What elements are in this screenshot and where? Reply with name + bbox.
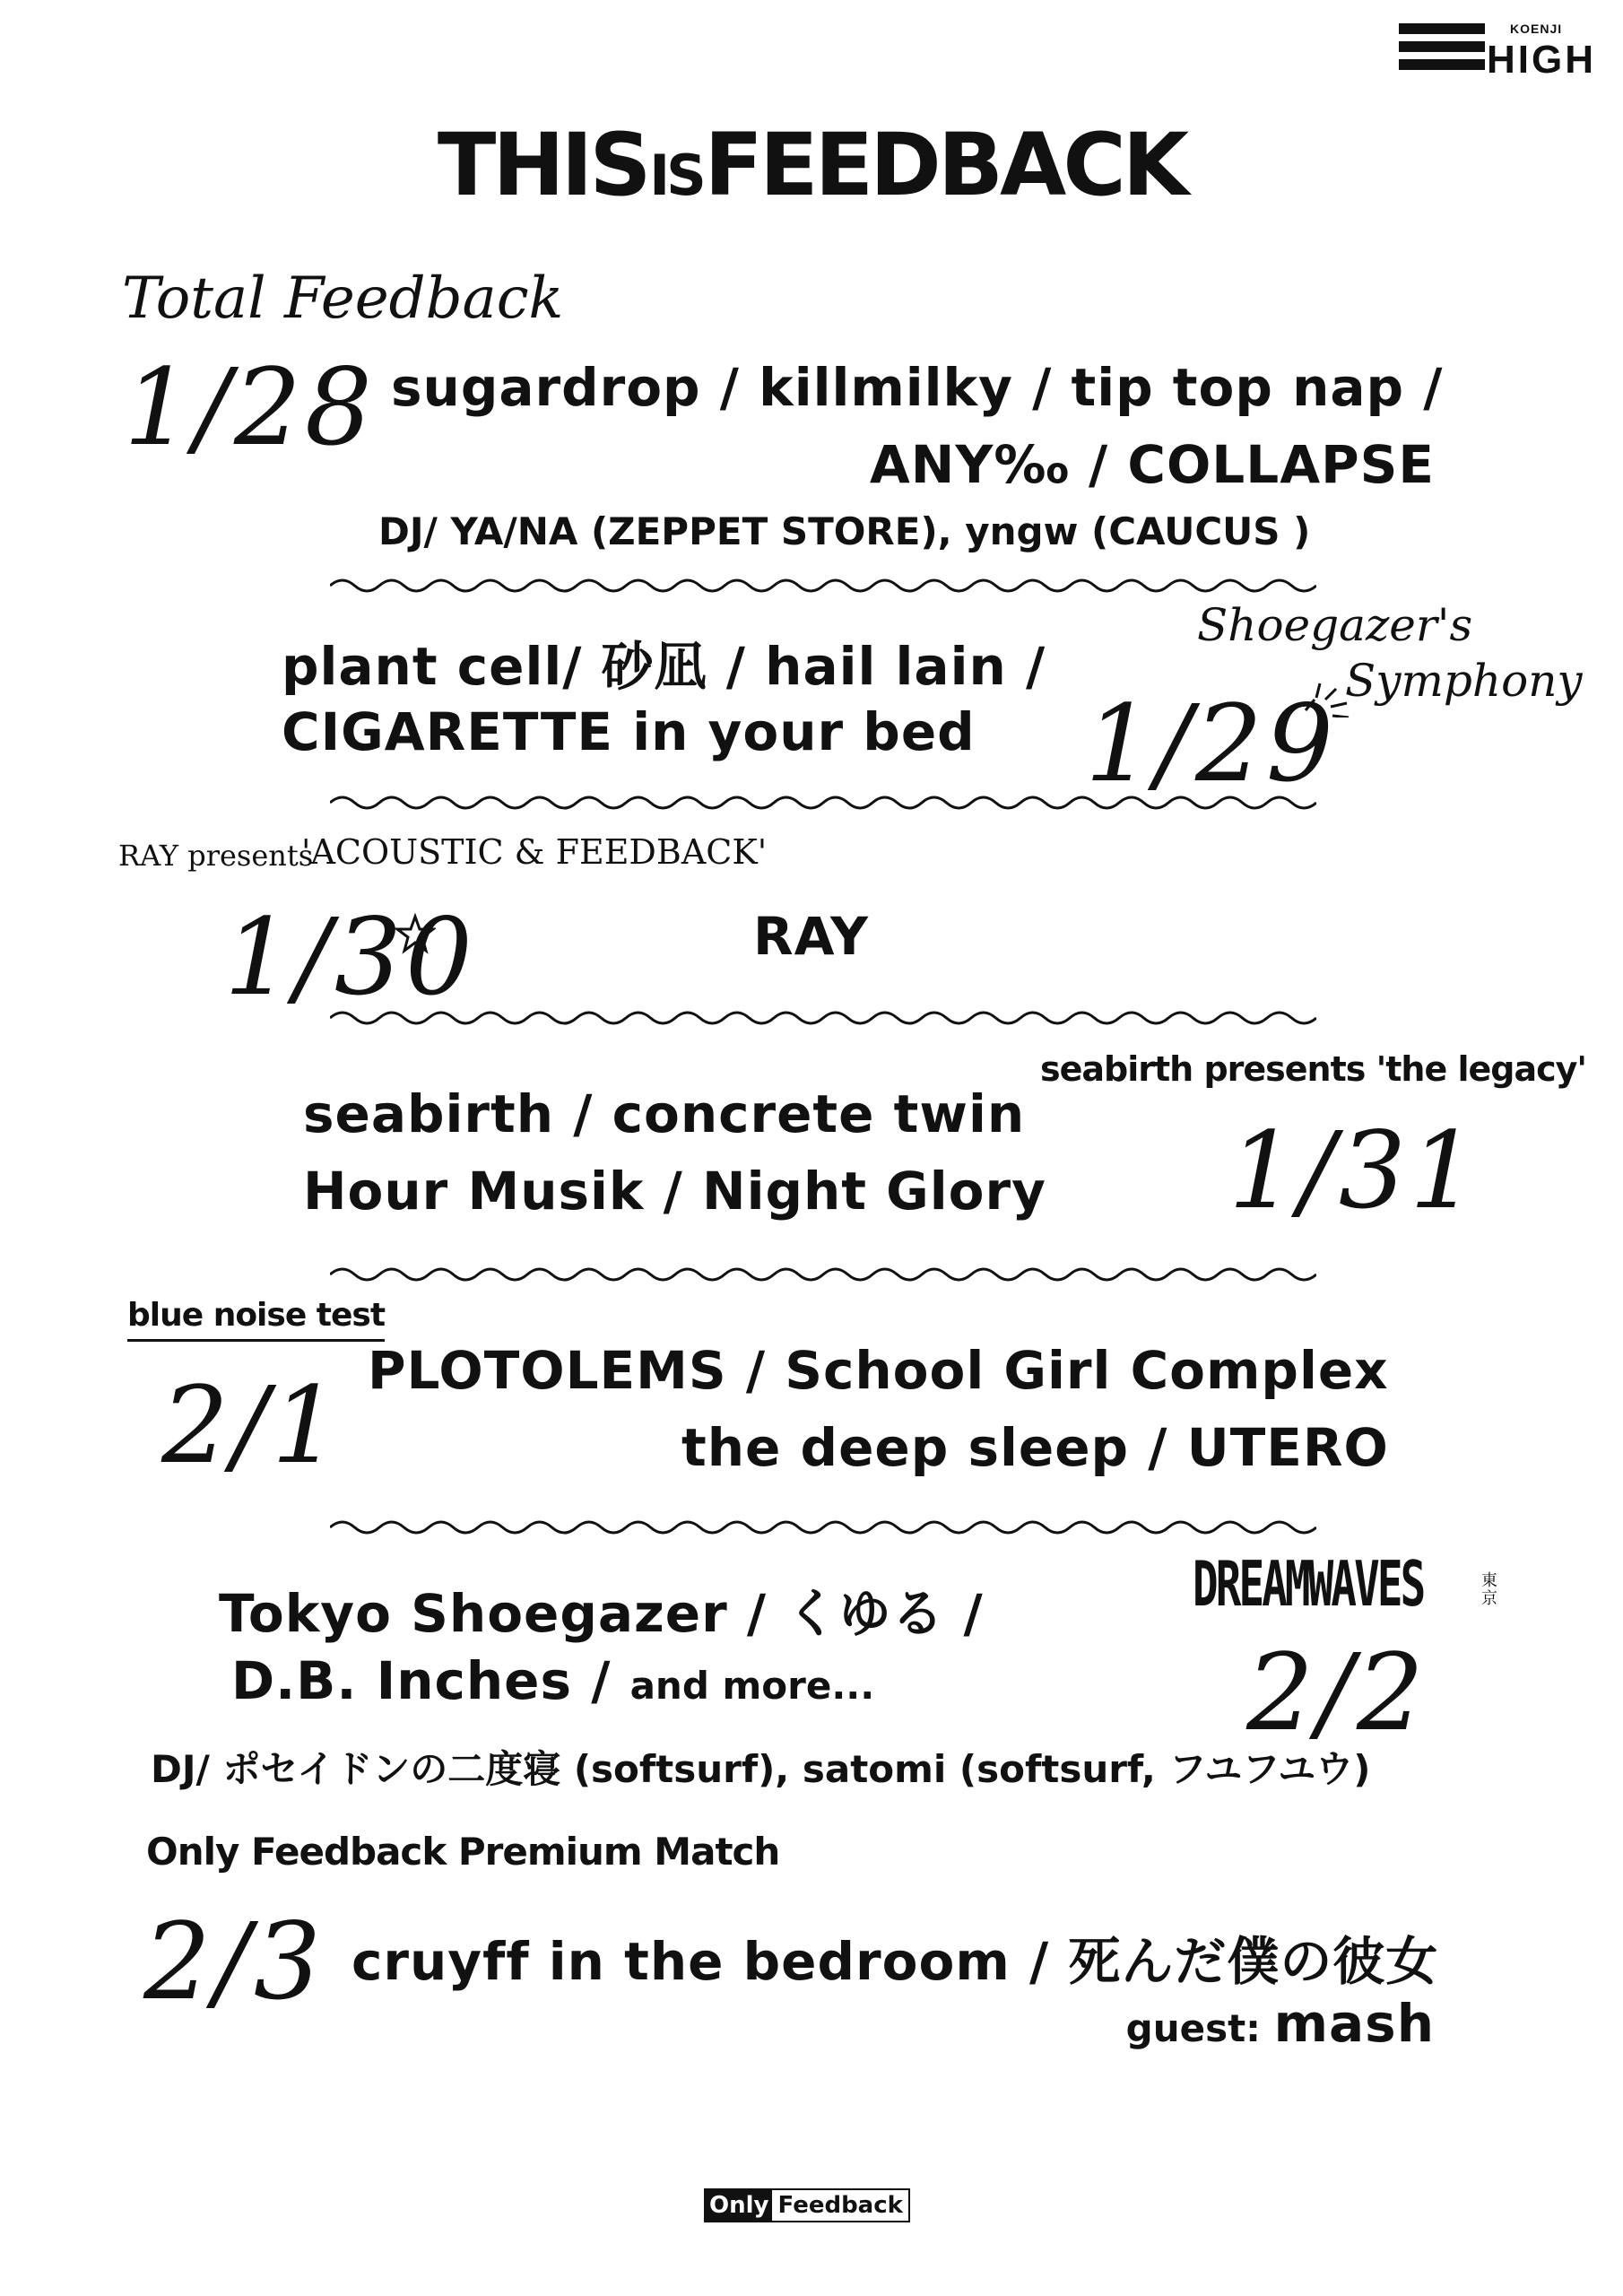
footer-only: Only: [706, 2190, 772, 2221]
event-129-lineup-1: plant cell/ 砂凪 / hail lain /: [282, 636, 1046, 697]
event-23-guest: [1126, 1993, 1435, 2054]
divider-wave-2: [330, 789, 1316, 816]
event-23-lineup-1: cruyff in the bedroom / 死んだ僕の彼女: [352, 1931, 1439, 1992]
title-feedback: FEEDBACK: [704, 115, 1186, 215]
event-23-subtitle: Only Feedback Premium Match: [146, 1830, 780, 1874]
only-feedback-logo: [704, 2188, 910, 2222]
event-22-and-more: and more...: [629, 1664, 875, 1708]
event-22-lineup-1: Tokyo Shoegazer / くゆる /: [219, 1583, 984, 1644]
event-128-lineup-2: ANY‰ / COLLAPSE: [869, 434, 1435, 495]
event-23-guest-name: mash: [1273, 1993, 1435, 2054]
event-129-lineup-2: CIGARETTE in your bed: [282, 701, 976, 762]
title-this: THIS: [437, 115, 648, 215]
event-23-guest-label: guest:: [1125, 2006, 1274, 2050]
event-131-subtitle: seabirth presents 'the legacy': [1040, 1049, 1587, 1089]
event-22-lineup-2: [231, 1650, 874, 1711]
sun-rays-icon: [1298, 664, 1352, 718]
event-21-lineup-1: PLOTOLEMS / School Girl Complex: [368, 1340, 1389, 1401]
footer-feedback: Feedback: [777, 2192, 903, 2219]
event-131-date: 1/31: [1228, 1109, 1480, 1232]
event-22-subtitle: DREAMWAVES: [1193, 1548, 1424, 1621]
event-22-subtitle-jp: 東京: [1481, 1571, 1497, 1607]
logo-bars-icon: [1399, 23, 1485, 77]
event-128-date: 1/28: [124, 345, 376, 469]
logo-koenji-text: KOENJI: [1510, 22, 1563, 36]
event-21-date: 2/1: [161, 1363, 343, 1487]
divider-wave-4: [330, 1261, 1316, 1288]
event-22-lineup-2a: D.B. Inches /: [231, 1650, 630, 1711]
event-21-lineup-2: the deep sleep / UTERO: [681, 1417, 1389, 1478]
event-130-date: 1/30: [224, 895, 476, 1019]
event-22-dj: DJ/ ポセイドンの二度寝 (softsurf), satomi (softsurf, フユフユウ): [151, 1747, 1371, 1791]
title-is: IS: [649, 143, 703, 208]
event-130-lineup-1: RAY: [753, 906, 869, 967]
event-129-subtitle-2: Symphony: [1345, 655, 1583, 707]
event-130-subtitle: 'ACOUSTIC & FEEDBACK': [301, 832, 768, 872]
event-128-dj: DJ/ YA/NA (ZEPPET STORE), yngw (CAUCUS ): [378, 509, 1311, 553]
divider-wave-3: [330, 1004, 1316, 1031]
event-131-lineup-1: seabirth / concrete twin: [303, 1083, 1026, 1144]
event-129-subtitle-1: Shoegazer's: [1197, 599, 1473, 651]
star-icon: [395, 913, 436, 954]
event-128-lineup-1: sugardrop / killmilky / tip top nap /: [391, 357, 1444, 418]
event-23-date: 2/3: [143, 1900, 325, 2023]
event-128-subtitle: Total Feedback: [122, 265, 564, 332]
page-title: [0, 115, 1623, 215]
event-130-presenter: RAY presents: [118, 839, 314, 873]
divider-wave-1: [330, 572, 1316, 599]
event-131-lineup-2: Hour Musik / Night Glory: [303, 1161, 1046, 1222]
divider-wave-5: [330, 1514, 1316, 1541]
event-21-subtitle: blue noise test: [127, 1297, 385, 1342]
event-129-date: 1/29: [1085, 682, 1337, 805]
event-22-date: 2/2: [1246, 1631, 1428, 1754]
koenji-high-logo: [1399, 18, 1596, 83]
logo-high-text: HIGH: [1487, 38, 1596, 82]
